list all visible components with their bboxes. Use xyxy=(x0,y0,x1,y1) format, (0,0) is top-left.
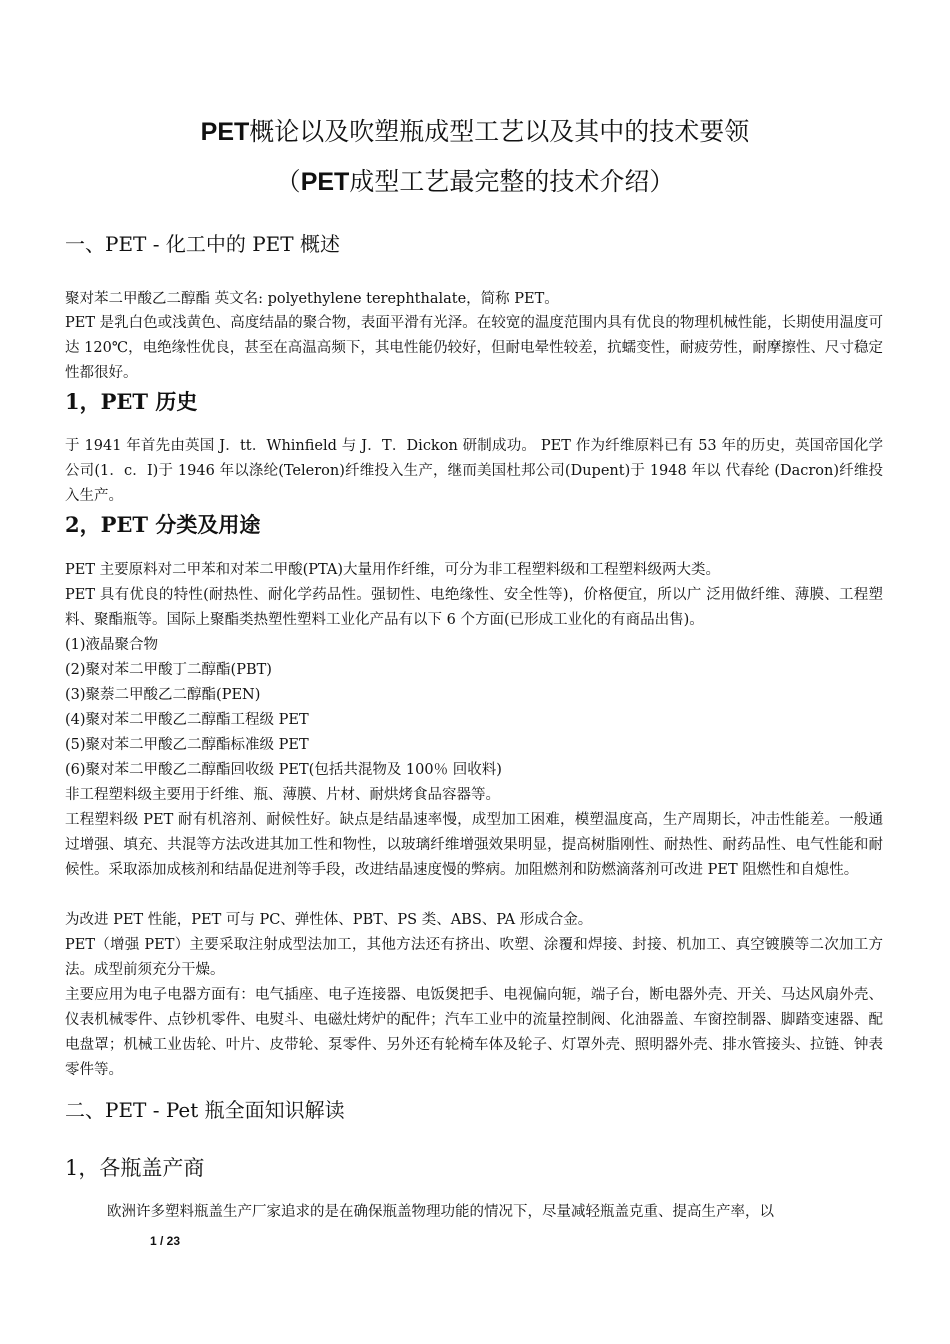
non-engineering-grade-paragraph: 非工程塑料级主要用于纤维、瓶、薄膜、片材、耐烘烤食品容器等。 xyxy=(65,787,500,803)
list-item: (1)液晶聚合物 xyxy=(65,637,159,653)
alloy-paragraph: 为改进 PET 性能，PET 可与 PC、弹性体、PBT、PS 类、ABS、PA 形成合金。 xyxy=(65,912,593,928)
history-heading: 1，PET 历史 xyxy=(65,389,198,414)
page-number: 1 / 23 xyxy=(150,1234,181,1248)
classification-paragraph-1: PET 主要原料对二甲苯和对苯二甲酸(PTA)大量用作纤维，可分为非工程塑料级和工程塑料级两大类。 xyxy=(65,562,721,578)
list-item: (3)聚萘二甲酸乙二醇酯(PEN) xyxy=(65,687,261,703)
list-item: (2)聚对苯二甲酸丁二醇酯(PBT) xyxy=(65,662,272,678)
bottle-cap-paragraph: 欧洲许多塑料瓶盖生产厂家追求的是在确保瓶盖物理功能的情况下，尽量减轻瓶盖克重、提高生产率，以 xyxy=(107,1204,774,1220)
classification-paragraph-2: PET 具有优良的特性(耐热性、耐化学药品性。强韧性、电绝缘性、安全性等)，价格便宜，所以广 泛用做纤维、薄膜、工程塑料、聚酯瓶等。国际上聚酯类热塑性塑料工业化产品有以下 6 个方面(已形成工业化的有商品出售)。 xyxy=(65,587,883,628)
list-item: (5)聚对苯二甲酸乙二醇酯标准级 PET xyxy=(65,737,309,753)
section-1-heading: 一、PET - 化工中的 PET 概述 xyxy=(65,232,340,256)
classification-heading: 2，PET 分类及用途 xyxy=(65,512,261,537)
engineering-grade-paragraph: 工程塑料级 PET 耐有机溶剂、耐候性好。缺点是结晶速率慢，成型加工困难，模塑温度高，生产周期长，冲击性能差。一般通过增强、填充、共混等方法改进其加工性和物性，以玻璃纤维增强效果明显，提高树脂刚性、耐热性、耐药品性、电气性能和耐候性。采取添加成核剂和结晶促进剂等手段，改进结晶速度慢的弊病。加阻燃剂和防燃滴落剂可改进 PET 阻燃性和自熄性。 xyxy=(65,812,883,878)
list-item: (6)聚对苯二甲酸乙二醇酯回收级 PET(包括共混物及 100％ 回收料) xyxy=(65,762,502,778)
intro-paragraph-1: 聚对苯二甲酸乙二醇酯 英文名: polyethylene terephthalate，简称 PET。 xyxy=(65,291,559,307)
history-paragraph: 于 1941 年首先由英国 J．tt．Whinfield 与 J．T．Dickon 研制成功。 PET 作为纤维原料已有 53 年的历史，英国帝国化学公司(1．c．I)于 1946 年以涤纶(Teleron)纤维投入生产，继而美国杜邦公司(Dupent)于 1948 年以 代春纶 (Dacron)纤维投入生产。 xyxy=(65,438,883,504)
section-2-heading: 二、PET - Pet 瓶全面知识解读 xyxy=(65,1098,345,1122)
applications-paragraph: 主要应用为电子电器方面有：电气插座、电子连接器、电饭煲把手、电视偏向轭，端子台，断电器外壳、开关、马达风扇外壳、仪表机械零件、点钞机零件、电熨斗、电磁灶烤炉的配件；汽车工业中的流量控制阀、化油器盖、车窗控制器、脚踏变速器、配电盘罩；机械工业齿轮、叶片、皮带轮、泵零件、另外还有轮椅车体及轮子、灯罩外壳、照明器外壳、排水管接头、拉链、钟表零件等。 xyxy=(65,987,883,1078)
intro-paragraph-2: PET 是乳白色或浅黄色、高度结晶的聚合物，表面平滑有光泽。在较宽的温度范围内具有优良的物理机械性能，长期使用温度可达 120℃，电绝缘性优良，甚至在高温高频下，其电性能仍较好，但耐电晕性较差，抗蠕变性，耐疲劳性，耐摩擦性、尺寸稳定性都很好。 xyxy=(65,315,883,381)
bottle-cap-heading: 1，各瓶盖产商 xyxy=(65,1156,205,1180)
processing-paragraph: PET（增强 PET）主要采取注射成型法加工，其他方法还有挤出、吹塑、涂覆和焊接、封接、机加工、真空镀膜等二次加工方法。成型前须充分干燥。 xyxy=(65,937,883,978)
list-item: (4)聚对苯二甲酸乙二醇酯工程级 PET xyxy=(65,712,309,728)
document-title-line-2: （PET成型工艺最完整的技术介绍） xyxy=(275,167,675,196)
document-title-line-1: PET概论以及吹塑瓶成型工艺以及其中的技术要领 xyxy=(200,117,750,146)
